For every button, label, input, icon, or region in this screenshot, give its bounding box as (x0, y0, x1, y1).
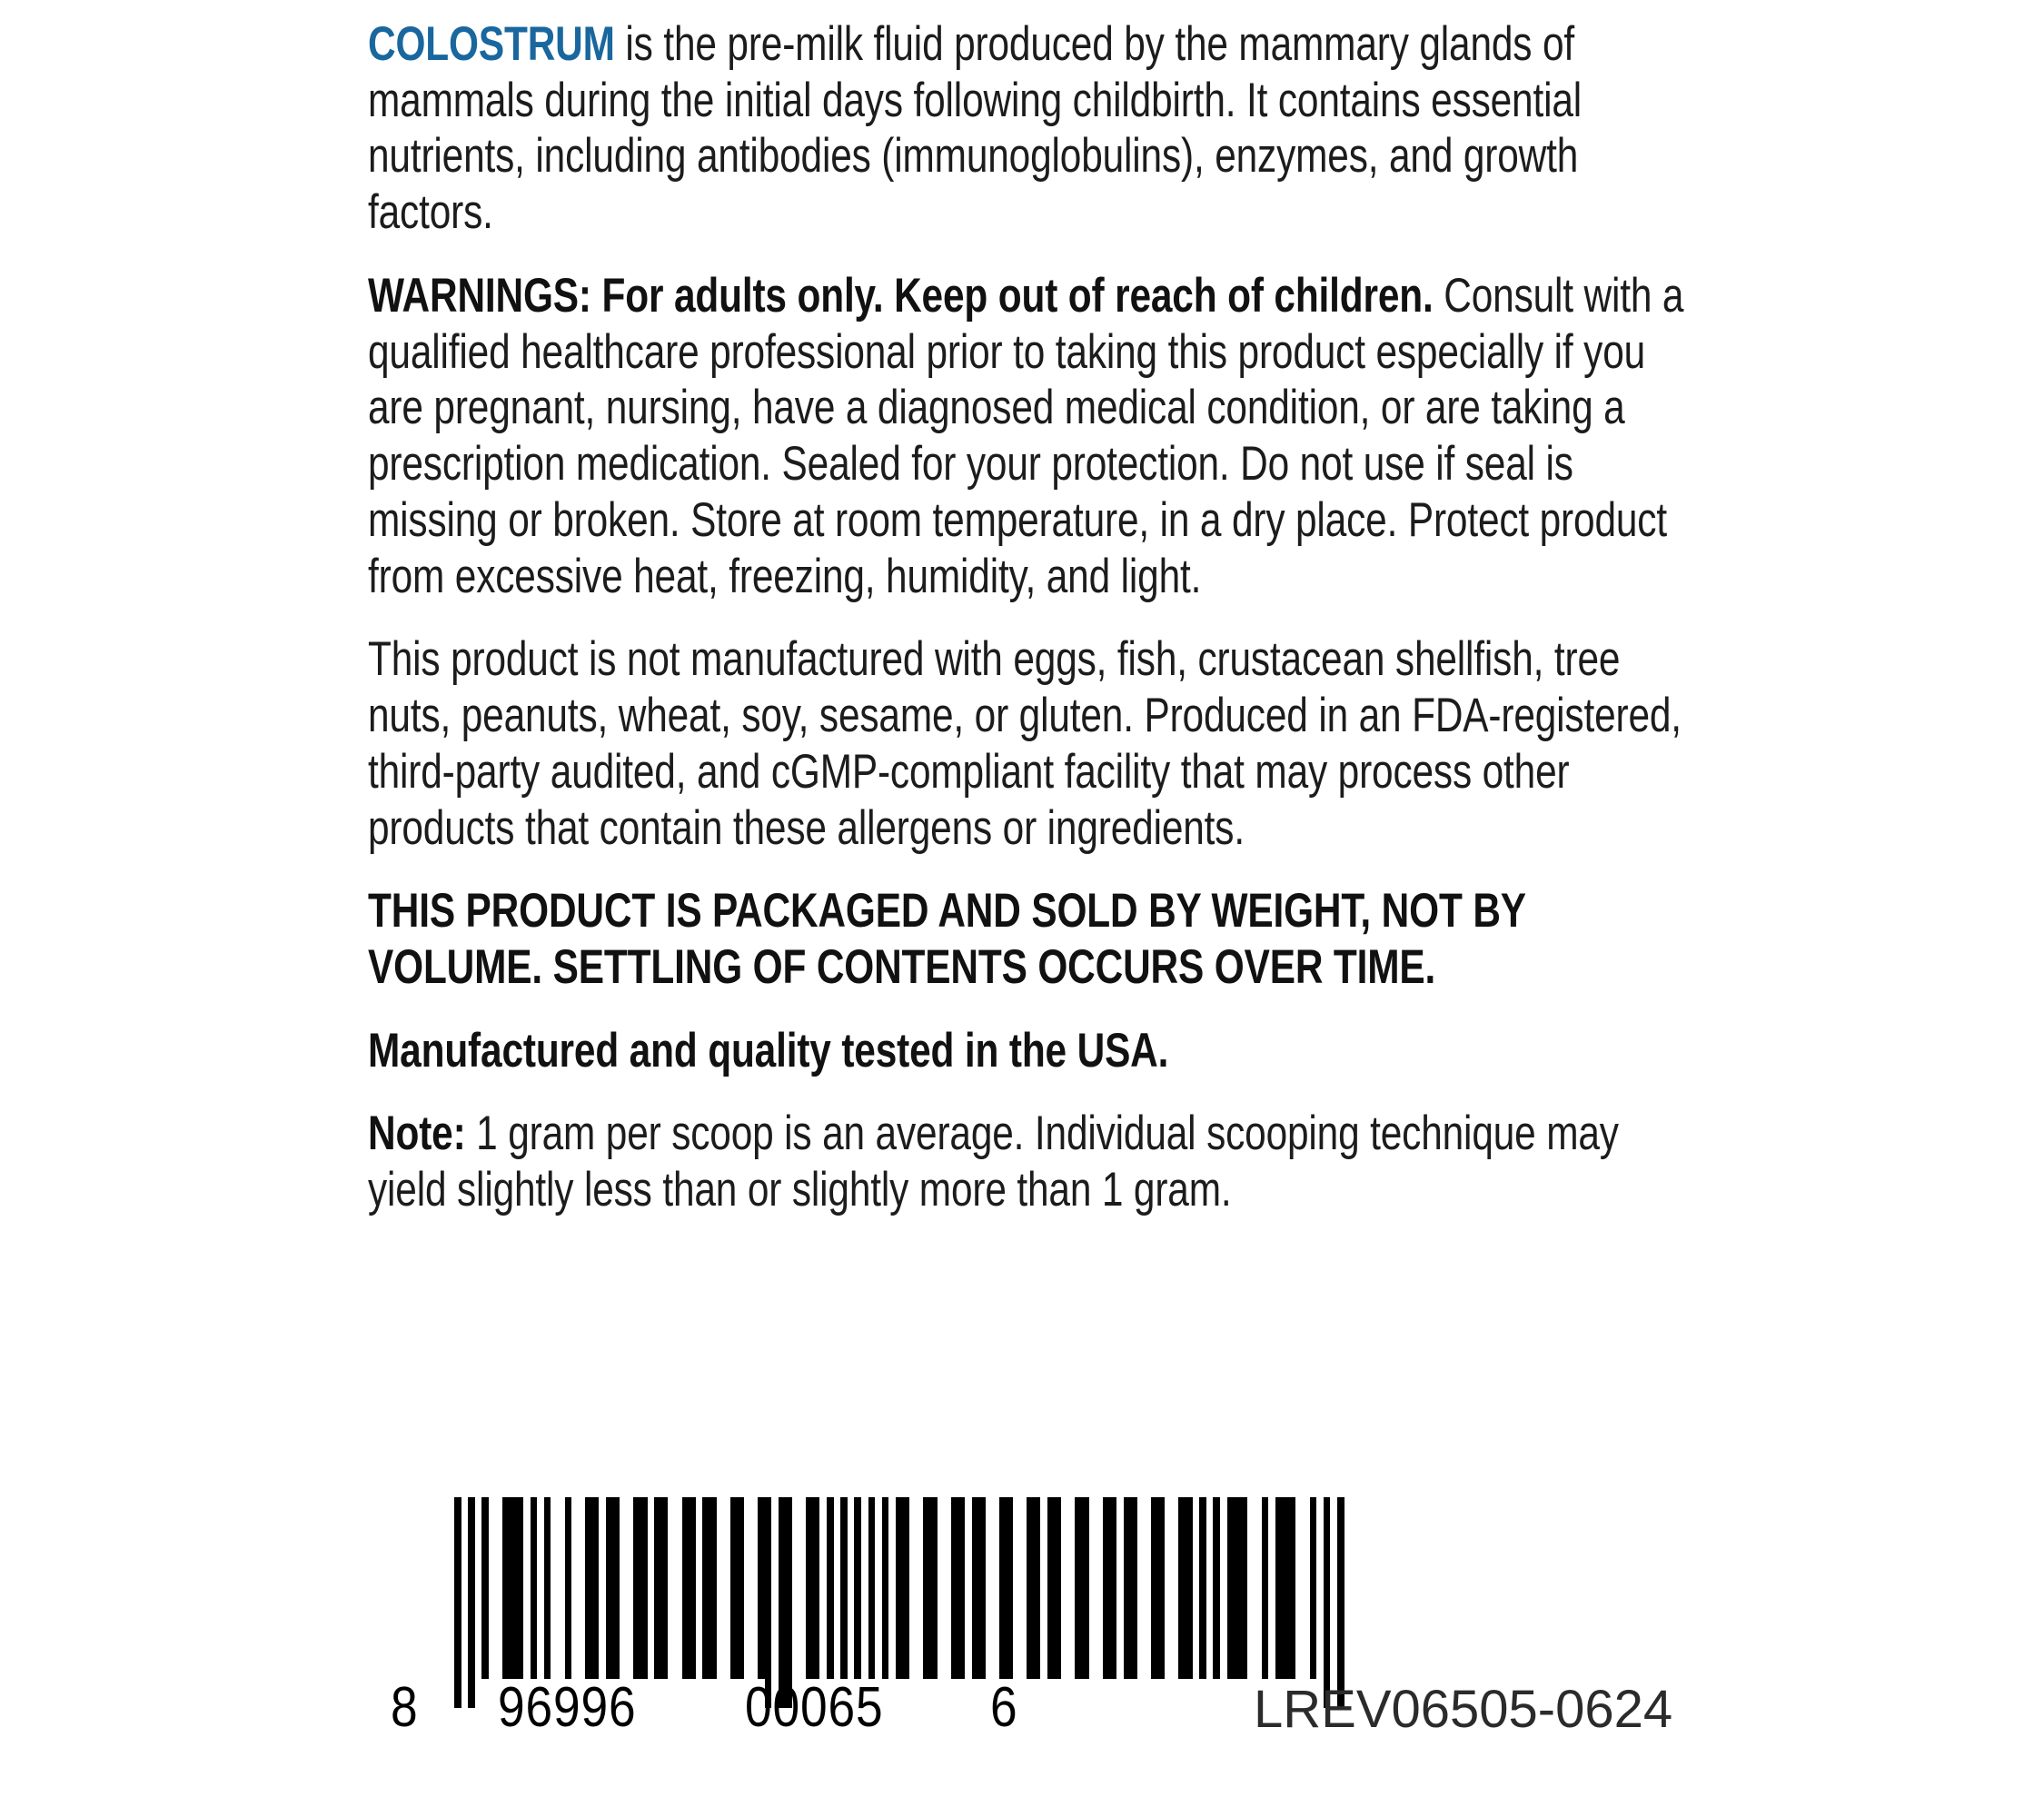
scoop-note-body: 1 gram per scoop is an average. Individual scooping technique may yield slightly less than or slightly more than 1 gram. (368, 1107, 1619, 1217)
barcode-space (461, 1497, 469, 1498)
barcode-space (1089, 1497, 1103, 1498)
barcode-bar (565, 1497, 572, 1679)
barcode-space (551, 1497, 564, 1498)
barcode-space (571, 1497, 585, 1498)
barcode-bar (544, 1497, 551, 1679)
barcode-bar (585, 1497, 599, 1679)
barcode-block (391, 1497, 1673, 1797)
barcode-bar (702, 1497, 716, 1679)
barcode-space (875, 1497, 882, 1498)
barcode-bar (882, 1497, 889, 1679)
barcode-space (648, 1497, 655, 1498)
barcode-bar (1324, 1497, 1331, 1708)
barcode-bar (1337, 1497, 1344, 1708)
barcode-bar (1103, 1497, 1116, 1679)
barcode-bar (1310, 1497, 1317, 1679)
barcode-bar (1151, 1497, 1165, 1679)
barcode-space (1247, 1497, 1261, 1498)
barcode-space (861, 1497, 868, 1498)
barcode-bar (806, 1497, 819, 1679)
barcode-space (792, 1497, 799, 1498)
barcode-bar (923, 1497, 937, 1679)
barcode-digits (391, 1675, 1208, 1748)
barcode-left-group: 96996 (498, 1676, 637, 1739)
barcode-bar (633, 1497, 647, 1679)
barcode-bar (1262, 1497, 1269, 1679)
barcode-space (1316, 1497, 1324, 1498)
manufacturing-text: Manufactured and quality tested in the USA. (368, 1023, 1169, 1077)
barcode-space (523, 1497, 531, 1498)
barcode-space (537, 1497, 544, 1498)
scoop-note (368, 1106, 1700, 1217)
barcode-space (834, 1497, 841, 1498)
scoop-note-label: Note: (368, 1107, 466, 1161)
barcode-space (1220, 1497, 1227, 1498)
colostrum-paragraph (368, 16, 1700, 241)
barcode-bar (999, 1497, 1013, 1679)
barcode-space (744, 1497, 758, 1498)
barcode-space (1040, 1497, 1047, 1498)
barcode-space (938, 1497, 951, 1498)
barcode-bar (1075, 1497, 1088, 1679)
lot-revision-code: LREV06505-0624 (1254, 1680, 1673, 1739)
warnings-heading: WARNINGS: For adults only. Keep out of reach of children. (368, 268, 1434, 323)
barcode-bar (654, 1497, 668, 1679)
barcode-space (1165, 1497, 1178, 1498)
barcode-bar (854, 1497, 861, 1679)
barcode-bar (606, 1497, 620, 1679)
barcode-bar (827, 1497, 834, 1679)
barcode-space (1061, 1497, 1075, 1498)
barcode-space (888, 1497, 896, 1498)
barcode-bar (1178, 1497, 1192, 1679)
barcode-bar (730, 1497, 744, 1679)
barcode-check-digit: 6 (990, 1676, 1018, 1739)
barcode-space (986, 1497, 999, 1498)
barcode-bar (1213, 1497, 1220, 1679)
allergen-statement: This product is not manufactured with eggs, fish, crustacean shellfish, tree nuts, peanuts, wheat, soy, sesame, or gluten. Produced in an FDA-registered, third-party audited, and cGMP-compliant facility that may process other products that contain these allergens or ingredients. (368, 632, 1682, 855)
barcode-space (799, 1497, 807, 1498)
label-text-column (368, 16, 1699, 1218)
barcode-space (620, 1497, 633, 1498)
barcode-space (696, 1497, 703, 1498)
barcode-bar (1027, 1497, 1040, 1679)
barcode-bar (481, 1497, 489, 1679)
barcode-bar (1047, 1497, 1061, 1679)
barcode-space (1295, 1497, 1309, 1498)
barcode-bar (1227, 1497, 1248, 1679)
colostrum-body-text: is the pre-milk fluid produced by the mammary glands of mammals during the initial days following childbirth. It contains essential nutrients, including antibodies (immunoglobulins), enzymes, and growth factors. (368, 17, 1583, 240)
barcode-bar (896, 1497, 909, 1679)
barcode-bar (502, 1497, 523, 1679)
warnings-body-text: Consult with a qualified healthcare professional prior to taking this product especially if you are pregnant, nursing, have a diagnosed medical condition, or are taking a prescription medication. Sealed for your protection. Do not use if seal is missing or broken. Store at room temperature, in a dry place. Protect product from excessive heat, freezing, humidity, and light. (368, 268, 1684, 603)
barcode-bar (1124, 1497, 1137, 1679)
barcode-space (1330, 1497, 1337, 1498)
barcode-space (1013, 1497, 1027, 1498)
barcode-space (489, 1497, 502, 1498)
colostrum-lead-word: COLOSTRUM (368, 17, 615, 71)
barcode-space (1268, 1497, 1275, 1498)
barcode-space (1137, 1497, 1151, 1498)
barcode-space (909, 1497, 923, 1498)
barcode-bar (1275, 1497, 1296, 1679)
barcode-lead-digit: 8 (391, 1676, 419, 1739)
barcode-space (599, 1497, 606, 1498)
barcode-bar (840, 1497, 848, 1679)
barcode-bar (682, 1497, 696, 1679)
barcode-space (1193, 1497, 1200, 1498)
weight-notice: THIS PRODUCT IS PACKAGED AND SOLD BY WEIGHT, NOT BY VOLUME. SETTLING OF CONTENTS OCCURS OVER TIME. (368, 884, 1526, 995)
warnings-paragraph (368, 268, 1700, 604)
barcode-space (717, 1497, 730, 1498)
manufacturing-statement (368, 1023, 1700, 1079)
barcode-bar (758, 1497, 765, 1679)
barcode-space (771, 1497, 779, 1498)
barcode-bar (531, 1497, 538, 1679)
barcode-space (668, 1497, 681, 1498)
barcode-bar (1199, 1497, 1206, 1679)
barcode-space (965, 1497, 972, 1498)
barcode-space (1206, 1497, 1214, 1498)
barcode-bar (972, 1497, 986, 1679)
barcode-bar (868, 1497, 876, 1679)
barcode-space (475, 1497, 482, 1498)
barcode-space (819, 1497, 827, 1498)
barcode-right-group: 00065 (745, 1676, 884, 1739)
barcode-space (848, 1497, 855, 1498)
barcode-bar (951, 1497, 965, 1679)
barcode-space (1116, 1497, 1124, 1498)
